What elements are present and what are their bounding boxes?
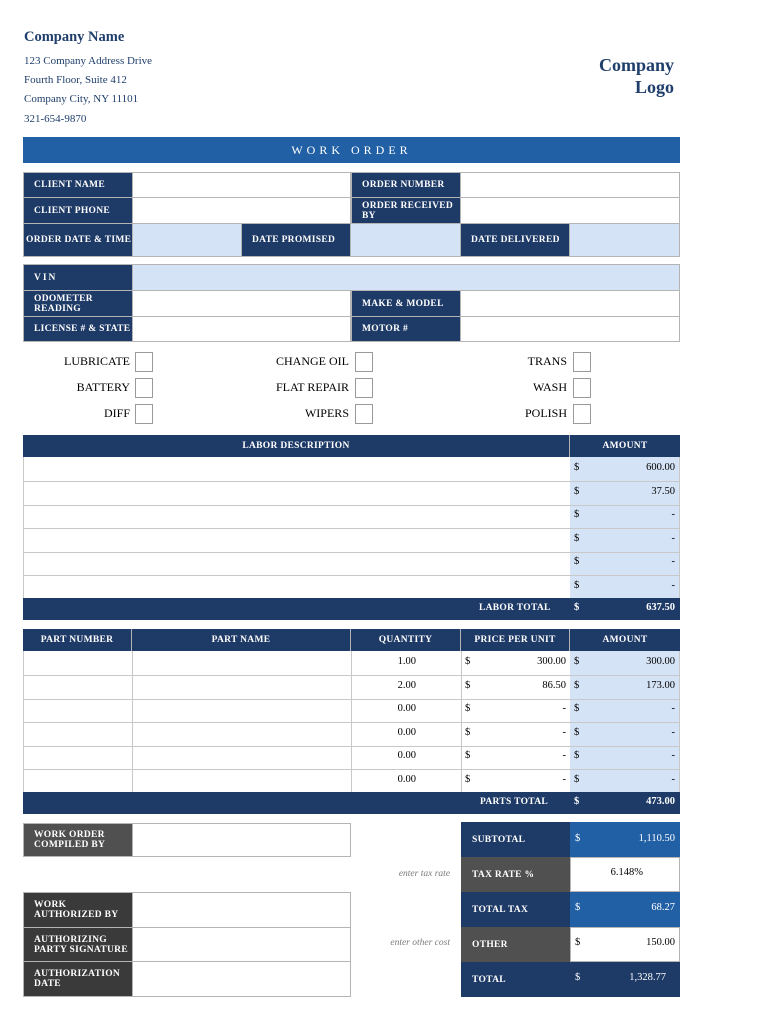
parts-row-quantity: 1.00 xyxy=(397,656,416,667)
parts-row-amount: 173.00 xyxy=(646,680,675,691)
parts-row-price: 300.00 xyxy=(537,656,566,667)
logo-line1: Company xyxy=(598,55,674,75)
labor-total-currency: $ xyxy=(574,602,580,613)
labor-description-cell[interactable] xyxy=(24,457,570,481)
authorization-date-label: AUTHORIZATION DATE xyxy=(23,961,133,997)
labor-description-cell[interactable] xyxy=(24,504,570,528)
labor-row-amount: - xyxy=(671,556,675,567)
grand-total-value: 1,328.77 xyxy=(629,972,666,983)
make-model-field[interactable] xyxy=(460,290,680,317)
checkbox-lubricate[interactable] xyxy=(135,352,153,372)
labor-amount-header: AMOUNT xyxy=(570,435,680,457)
other-label: OTHER xyxy=(461,927,570,962)
motor-label: MOTOR # xyxy=(351,316,461,342)
service-label-battery: BATTERY xyxy=(76,380,130,394)
price-per-unit-header: PRICE PER UNIT xyxy=(461,629,570,651)
labor-row-currency: $ xyxy=(574,486,580,497)
labor-description-header: LABOR DESCRIPTION xyxy=(23,435,570,457)
order-date-time-label: ORDER DATE & TIME xyxy=(23,223,133,257)
parts-row-price: - xyxy=(562,703,566,714)
authorized-by-label: WORK AUTHORIZED BY xyxy=(23,892,133,928)
parts-total-bar xyxy=(23,792,680,814)
total-tax-value: 68.27 xyxy=(651,902,675,913)
date-delivered-field[interactable] xyxy=(569,223,680,257)
parts-total-currency: $ xyxy=(574,796,580,807)
parts-row-amount-currency: $ xyxy=(574,703,580,714)
labor-row-amount: 37.50 xyxy=(651,486,675,497)
parts-row-amount-currency: $ xyxy=(574,680,580,691)
checkbox-wash[interactable] xyxy=(573,378,591,398)
parts-row-amount-currency: $ xyxy=(574,656,580,667)
checkbox-change-oil[interactable] xyxy=(355,352,373,372)
parts-row-quantity: 2.00 xyxy=(397,680,416,691)
parts-row-amount-currency: $ xyxy=(574,774,580,785)
parts-row-amount: - xyxy=(671,727,675,738)
other-value: 150.00 xyxy=(646,937,675,948)
odometer-label: ODOMETER READING xyxy=(23,290,133,317)
motor-field[interactable] xyxy=(460,316,680,342)
parts-row-divider xyxy=(23,769,680,770)
service-label-diff: DIFF xyxy=(103,406,130,420)
parts-row-amount-currency: $ xyxy=(574,750,580,761)
service-label-wash: WASH xyxy=(532,380,567,394)
order-number-field[interactable] xyxy=(460,172,680,198)
company-logo xyxy=(599,54,674,98)
compiled-by-label: WORK ORDER COMPILED BY xyxy=(23,823,133,857)
order-date-time-field[interactable] xyxy=(132,223,242,257)
subtotal-currency: $ xyxy=(575,833,581,844)
tax-rate-hint: enter tax rate xyxy=(398,869,450,879)
parts-row-quantity: 0.00 xyxy=(397,750,416,761)
license-state-field[interactable] xyxy=(132,316,351,342)
client-phone-label: CLIENT PHONE xyxy=(23,197,133,224)
labor-total-label: LABOR TOTAL xyxy=(479,603,551,613)
labor-row-currency: $ xyxy=(574,509,580,520)
tax-rate-label: TAX RATE % xyxy=(461,857,570,892)
odometer-field[interactable] xyxy=(132,290,351,317)
vin-field[interactable] xyxy=(132,264,680,291)
logo-line2: Logo xyxy=(634,77,674,97)
parts-row-price-currency: $ xyxy=(465,703,471,714)
signature-field[interactable] xyxy=(132,927,351,962)
parts-row-price-currency: $ xyxy=(465,750,471,761)
grand-total-currency: $ xyxy=(575,972,581,983)
labor-row-currency: $ xyxy=(574,580,580,591)
company-name: Company Name xyxy=(24,29,125,45)
order-received-by-field[interactable] xyxy=(460,197,680,224)
labor-row-currency: $ xyxy=(574,533,580,544)
subtotal-label: SUBTOTAL xyxy=(461,822,570,857)
service-label-trans: TRANS xyxy=(527,354,567,368)
parts-row-divider xyxy=(23,675,680,676)
labor-row-amount: - xyxy=(671,580,675,591)
grand-total-label: TOTAL xyxy=(461,962,570,997)
parts-row-price-currency: $ xyxy=(465,727,471,738)
authorization-date-field[interactable] xyxy=(132,961,351,997)
signature-label: AUTHORIZING PARTY SIGNATURE xyxy=(23,927,133,962)
service-label-lubricate: LUBRICATE xyxy=(64,354,130,368)
parts-row-price: - xyxy=(562,750,566,761)
make-model-label: MAKE & MODEL xyxy=(351,290,461,317)
other-cost-hint: enter other cost xyxy=(390,938,450,948)
authorized-by-field[interactable] xyxy=(132,892,351,928)
date-promised-field[interactable] xyxy=(350,223,461,257)
labor-description-cell[interactable] xyxy=(24,575,570,599)
total-tax-currency: $ xyxy=(575,902,581,913)
total-tax-label: TOTAL TAX xyxy=(461,892,570,927)
other-currency: $ xyxy=(575,937,581,948)
company-phone: 321-654-9870 xyxy=(24,113,87,125)
checkbox-polish[interactable] xyxy=(573,404,591,424)
client-phone-field[interactable] xyxy=(132,197,351,224)
labor-row-currency: $ xyxy=(574,462,580,473)
date-promised-label: DATE PROMISED xyxy=(241,223,351,257)
parts-row-quantity: 0.00 xyxy=(397,774,416,785)
service-label-flat-repair: FLAT REPAIR xyxy=(275,380,349,394)
checkbox-wipers[interactable] xyxy=(355,404,373,424)
parts-row-quantity: 0.00 xyxy=(397,727,416,738)
labor-total-value: 637.50 xyxy=(646,602,675,613)
parts-row-amount: - xyxy=(671,750,675,761)
service-label-wipers: WIPERS xyxy=(304,406,349,420)
parts-row-price: - xyxy=(562,774,566,785)
company-address-line3: Company City, NY 11101 xyxy=(24,93,139,105)
order-number-label: ORDER NUMBER xyxy=(351,172,461,198)
labor-description-cell[interactable] xyxy=(24,528,570,552)
parts-row-divider xyxy=(23,699,680,700)
parts-row-divider xyxy=(23,722,680,723)
labor-row-amount: - xyxy=(671,533,675,544)
compiled-by-field[interactable] xyxy=(132,823,351,857)
date-delivered-label: DATE DELIVERED xyxy=(460,223,570,257)
labor-row-currency: $ xyxy=(574,556,580,567)
parts-row-price-currency: $ xyxy=(465,774,471,785)
service-label-polish: POLISH xyxy=(524,406,567,420)
parts-row-amount: - xyxy=(671,774,675,785)
parts-row-amount: 300.00 xyxy=(646,656,675,667)
service-label-change-oil: CHANGE OIL xyxy=(276,354,349,368)
checkbox-trans[interactable] xyxy=(573,352,591,372)
parts-row-quantity: 0.00 xyxy=(397,703,416,714)
vin-label: VIN xyxy=(23,264,133,291)
parts-total-label: PARTS TOTAL xyxy=(480,797,548,807)
company-address-line2: Fourth Floor, Suite 412 xyxy=(24,74,127,86)
parts-amount-header: AMOUNT xyxy=(570,629,680,651)
parts-row-divider xyxy=(23,746,680,747)
client-name-label: CLIENT NAME xyxy=(23,172,133,198)
parts-row-price: 86.50 xyxy=(542,680,566,691)
labor-description-cell[interactable] xyxy=(24,551,570,575)
order-received-by-label: ORDER RECEIVED BY xyxy=(351,197,461,224)
license-state-label: LICENSE # & STATE xyxy=(23,316,133,342)
subtotal-value: 1,110.50 xyxy=(638,833,675,844)
parts-row-amount-currency: $ xyxy=(574,727,580,738)
parts-row-amount: - xyxy=(671,703,675,714)
quantity-header: QUANTITY xyxy=(351,629,461,651)
parts-row-price-currency: $ xyxy=(465,680,471,691)
checkbox-battery[interactable] xyxy=(135,378,153,398)
checkbox-diff[interactable] xyxy=(135,404,153,424)
parts-total-value: 473.00 xyxy=(646,796,675,807)
labor-row-amount: 600.00 xyxy=(646,462,675,473)
parts-row-price-currency: $ xyxy=(465,656,471,667)
page-title: WORK ORDER xyxy=(23,137,680,163)
parts-row-price: - xyxy=(562,727,566,738)
labor-row-amount: - xyxy=(671,509,675,520)
tax-rate-value: 6.148% xyxy=(610,867,643,878)
client-name-field[interactable] xyxy=(132,172,351,198)
part-name-header: PART NAME xyxy=(132,629,351,651)
checkbox-flat-repair[interactable] xyxy=(355,378,373,398)
labor-total-bar xyxy=(23,598,680,620)
labor-description-cell[interactable] xyxy=(24,481,570,505)
part-number-header: PART NUMBER xyxy=(23,629,132,651)
company-address-line1: 123 Company Address Drive xyxy=(24,55,153,67)
